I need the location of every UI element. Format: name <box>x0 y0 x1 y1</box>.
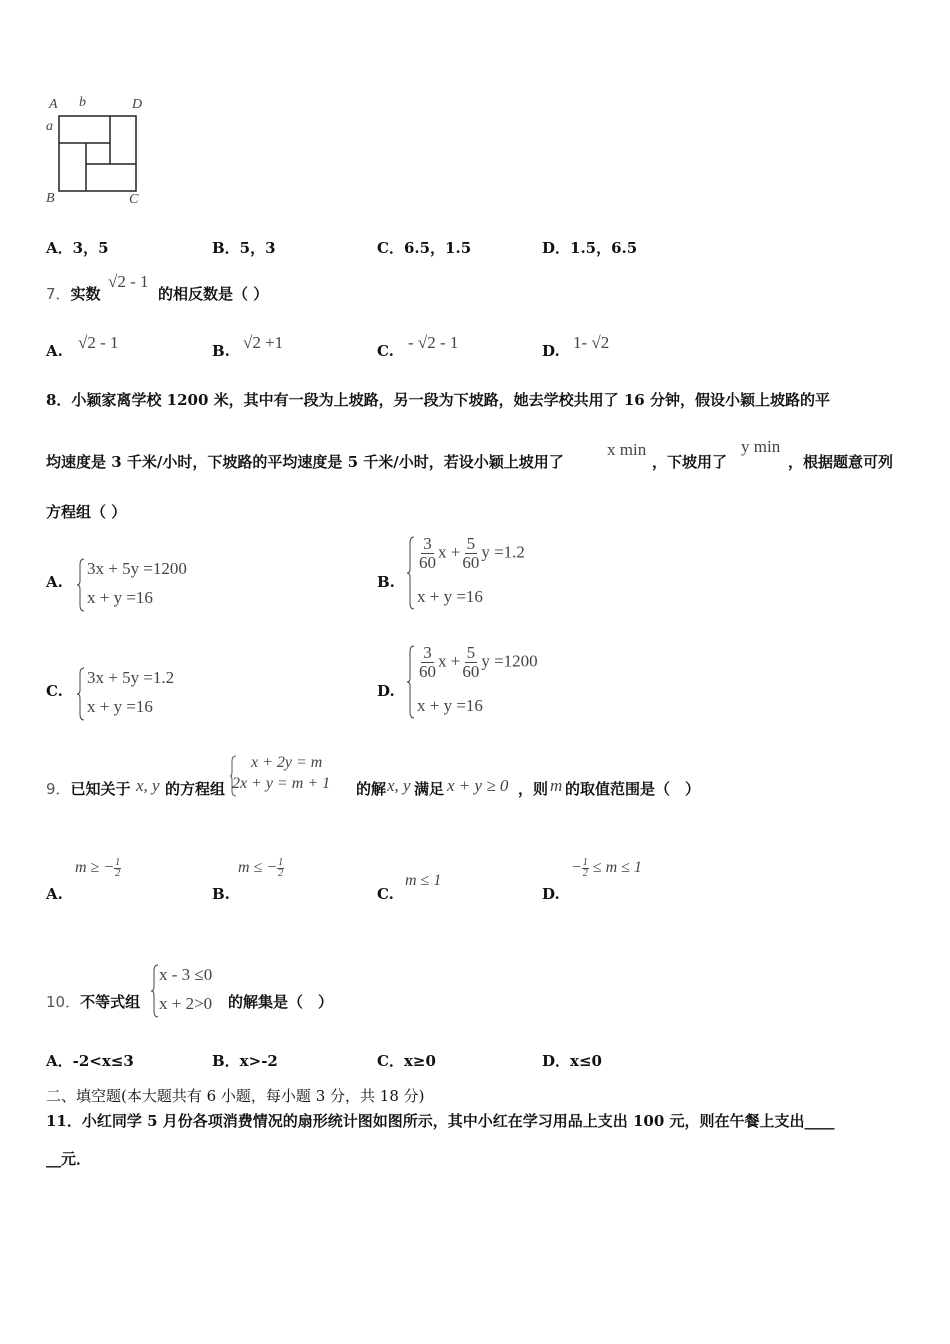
q7-stem <box>46 283 101 304</box>
q10-option-d[interactable]: D．x≤0 <box>542 1052 602 1070</box>
q9-m: m <box>550 776 563 795</box>
label-B: B <box>46 191 55 206</box>
q10-option-b[interactable]: B．x>-2 <box>212 1052 278 1070</box>
q9-vars: x, y <box>136 776 160 795</box>
q8d-d2: 60 <box>462 662 480 681</box>
q8-option-d[interactable] <box>406 644 576 720</box>
q8-line2c: ，根据题意可列 <box>788 453 894 471</box>
q8-letter-a[interactable]: A. <box>46 573 63 591</box>
q9-vars2: x, y <box>387 776 411 795</box>
q9-option-d[interactable] <box>571 858 642 879</box>
q9-mid: 的方程组 <box>165 780 226 798</box>
q8b-n2: 5 <box>466 534 476 553</box>
q9-stem-start <box>46 778 131 799</box>
q9-number: 9． <box>46 780 71 798</box>
label-D: D <box>132 97 143 112</box>
q6-option-c[interactable]: C．6.5，1.5 <box>377 239 472 257</box>
q10-post: 的解集是（ ） <box>228 993 334 1011</box>
geometry-figure <box>40 95 160 210</box>
brace-icon <box>76 557 86 613</box>
q9-mid4: ，则 <box>518 780 549 798</box>
q9d-pre: − <box>571 859 582 877</box>
q9-eq2: 2x + y = m + 1 <box>232 775 331 792</box>
q8d-end: y =1200 <box>481 651 538 671</box>
q9-letter-c[interactable]: C. <box>377 885 394 903</box>
brace-icon <box>76 666 86 722</box>
q8-line3: 方程组（ ） <box>46 503 127 521</box>
label-b: b <box>79 95 86 110</box>
q8b-n1: 3 <box>423 534 432 553</box>
q9b-n: 1 <box>278 857 284 868</box>
q8b-end: y =1.2 <box>481 542 525 562</box>
q9-mid2: 的解 <box>356 780 387 798</box>
q9-pre: 已知关于 <box>70 780 131 798</box>
section-heading: 二、填空题(本大题共有 6 小题，每小题 3 分，共 18 分) <box>46 1087 425 1105</box>
q9d-d: 2 <box>582 868 588 879</box>
q8a-eq2: x + y =16 <box>87 588 153 607</box>
label-C: C <box>129 192 139 207</box>
q10-system <box>150 963 230 1019</box>
q8-option-a[interactable] <box>76 557 216 613</box>
q7-option-b[interactable]: √2 +1 <box>243 333 284 352</box>
q8-option-c[interactable] <box>76 666 216 722</box>
q6-option-a[interactable]: A．3，5 <box>46 239 109 257</box>
q8-var-x: x min <box>607 440 647 459</box>
q9a-n: 1 <box>115 857 121 868</box>
q9-option-b[interactable] <box>238 858 284 879</box>
q9-eq1: x + 2y = m <box>251 754 323 771</box>
q9-system <box>229 754 354 798</box>
q8c-eq1: 3x + 5y =1.2 <box>87 668 175 687</box>
q7-pre: 实数 <box>70 285 101 303</box>
q8-line2b: ，下坡用了 <box>652 453 728 471</box>
q8-option-b[interactable] <box>406 535 566 611</box>
q9a-d: 2 <box>115 868 121 879</box>
q8d-eq1 <box>417 644 538 681</box>
q9d-n: 1 <box>582 857 588 868</box>
q8b-mid: x + <box>438 542 461 562</box>
q7-option-a[interactable]: √2 - 1 <box>78 333 119 352</box>
q9-mid3: 满足 <box>414 780 445 798</box>
q8-letter-b[interactable]: B. <box>377 573 395 591</box>
q7-option-c[interactable]: - √2 - 1 <box>408 333 459 352</box>
label-A: A <box>49 97 58 112</box>
q10-number: 10． <box>46 993 81 1011</box>
q7-letter-d[interactable]: D. <box>542 342 560 360</box>
q8d-eq2: x + y =16 <box>417 696 483 715</box>
label-a: a <box>46 119 53 134</box>
q9-option-a[interactable] <box>75 858 121 879</box>
q8d-n1: 3 <box>423 643 432 662</box>
q6-option-d[interactable]: D．1.5，6.5 <box>542 239 638 257</box>
q7-number: 7． <box>46 285 71 303</box>
brace-icon <box>406 644 416 720</box>
q8b-d2: 60 <box>462 553 480 572</box>
q8b-d1: 60 <box>419 553 436 572</box>
q8d-d1: 60 <box>419 662 436 681</box>
q9-option-c[interactable]: m ≤ 1 <box>405 872 442 889</box>
q8-var-y: y min <box>741 437 781 456</box>
q8b-eq2: x + y =16 <box>417 587 483 606</box>
q8d-n2: 5 <box>466 643 476 662</box>
q10-pre: 不等式组 <box>80 993 141 1011</box>
q6-option-b[interactable]: B．5，3 <box>212 239 276 257</box>
q9-letter-b[interactable]: B. <box>212 885 230 903</box>
q9a-pre: m ≥ − <box>75 859 115 877</box>
q11-line2: __元． <box>46 1150 92 1168</box>
q10-option-a[interactable]: A．-2<x≤3 <box>46 1052 134 1070</box>
q7-letter-c[interactable]: C. <box>377 342 394 360</box>
q11-line1: 11．小红同学 5 月份各项消费情况的扇形统计图如图所示，其中小红在学习用品上支出 100 元，则在午餐上支出____ <box>46 1112 835 1130</box>
q9-letter-a[interactable]: A. <box>46 885 63 903</box>
q8-letter-d[interactable]: D. <box>377 682 395 700</box>
q9-cond: x + y ≥ 0 <box>447 776 509 795</box>
q8a-eq1: 3x + 5y =1200 <box>87 559 187 578</box>
q9-post: 的取值范围是（ ） <box>565 780 701 798</box>
q7-letter-b[interactable]: B. <box>212 342 230 360</box>
q7-letter-a[interactable]: A. <box>46 342 63 360</box>
q9b-d: 2 <box>278 868 284 879</box>
q8b-eq1 <box>417 535 525 572</box>
q10-row2: x + 2>0 <box>159 994 213 1013</box>
q8-line2a: 均速度是 3 千米/小时，下坡路的平均速度是 5 千米/小时，若设小颖上坡用了 <box>46 453 564 471</box>
q10-stem <box>46 991 140 1012</box>
q10-option-c[interactable]: C．x≥0 <box>377 1052 436 1070</box>
q8d-mid: x + <box>438 651 461 671</box>
q7-option-d[interactable]: 1- √2 <box>573 333 610 352</box>
q10-row1: x - 3 ≤0 <box>159 965 213 984</box>
q8-letter-c[interactable]: C. <box>46 682 63 700</box>
q9d-post: ≤ m ≤ 1 <box>592 859 642 877</box>
q8c-eq2: x + y =16 <box>87 697 153 716</box>
q8-line1: 8．小颖家离学校 1200 米，其中有一段为上坡路，另一段为下坡路，她去学校共用了 16 分钟，假设小颖上坡路的平 <box>46 391 830 409</box>
q7-post: 的相反数是（ ） <box>158 285 269 303</box>
q9-letter-d[interactable]: D. <box>542 885 560 903</box>
q7-expression: √2 - 1 <box>108 272 149 291</box>
brace-icon <box>406 535 416 611</box>
q9b-pre: m ≤ − <box>238 859 278 877</box>
